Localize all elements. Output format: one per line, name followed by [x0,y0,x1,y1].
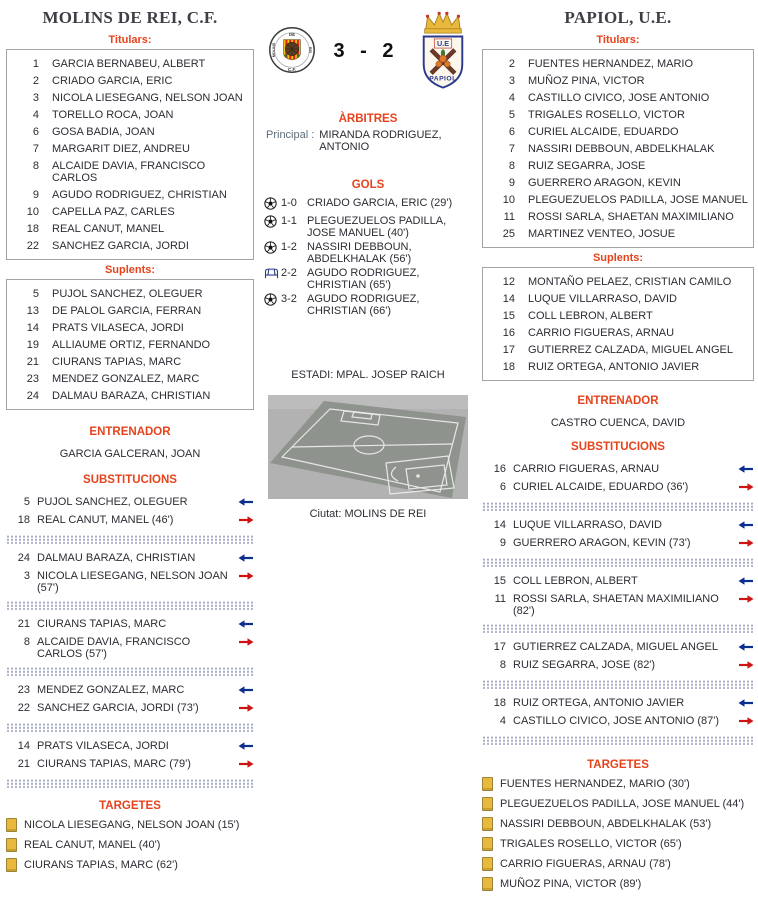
sub-out-arrow-icon [734,659,754,673]
player-number: 1 [32,57,39,70]
card-row [482,877,754,891]
player-name: CASTILLO CIVICO, JOSE ANTONIO [528,91,710,104]
yellow-card-icon [482,857,493,871]
sub-in-row [6,682,254,700]
substitution-pair [6,738,254,788]
player-name: GUERRERO ARAGON, KEVIN [528,176,681,189]
player-number: 16 [493,463,506,475]
player-name: RUIZ ORTEGA, ANTONIO JAVIER [513,697,685,709]
player-name: CURIEL ALCAIDE, EDUARDO [528,125,679,138]
city-name: Ciutat: MOLINS DE REI [309,508,427,520]
player-name: MUÑOZ PINA, VICTOR [528,74,645,87]
sub-in-row [482,517,754,535]
sub-in-arrow-icon [234,496,254,510]
player-name: DE PALOL GARCIA, FERRAN [52,304,202,317]
yellow-card-icon [6,838,17,852]
player-number: 12 [502,275,515,288]
goal-score: 2-2 [281,267,297,279]
player-number: 10 [502,193,515,206]
dotted-separator [482,502,754,511]
card-player: MUÑOZ PINA, VICTOR (89') [500,878,642,890]
player-name: RUIZ SEGARRA, JOSE (82') [513,659,656,671]
substitution-pair [6,682,254,732]
home-substitucions-heading: SUBSTITUCIONS [83,474,177,486]
player-name: LUQUE VILLARRASO, DAVID [513,519,662,531]
sub-in-arrow-icon [734,463,754,477]
referee-name: MIRANDA RODRIGUEZ, ANTONIO [319,129,442,153]
sub-out-row [482,591,754,619]
yellow-card-icon [482,797,493,811]
player-number: 7 [32,142,39,155]
home-coach-name: GARCIA GALCERAN, JOAN [59,448,201,460]
ball-icon [264,293,281,309]
goal-scorer: AGUDO RODRIGUEZ, CHRISTIAN (66') [307,293,420,317]
player-name: DALMAU BARAZA, CHRISTIAN [37,552,196,564]
scoreline [264,6,472,95]
player-number: 10 [26,205,39,218]
player-row [485,307,751,324]
player-number: 19 [26,338,39,351]
goal-row [264,267,472,291]
player-number: 9 [32,188,39,201]
sub-in-row [482,461,754,479]
sub-in-arrow-icon [234,618,254,632]
player-name: CIURANS TAPIAS, MARC [37,618,167,630]
substitution-pair [482,517,754,567]
player-name: CIURANS TAPIAS, MARC (79') [37,758,191,770]
sub-out-row [6,568,254,596]
sub-in-arrow-icon [734,697,754,711]
player-name: GUTIERREZ CALZADA, MIGUEL ANGEL [513,641,718,653]
player-row [9,319,251,336]
sub-out-arrow-icon [734,481,754,495]
svg-text:DE: DE [288,31,296,37]
yellow-card-icon [482,817,493,831]
home-titulars-table [6,49,254,260]
player-number: 17 [493,641,506,653]
player-name: AGUDO RODRIGUEZ, CHRISTIAN [52,188,227,201]
sub-in-row [482,695,754,713]
goal-score: 1-0 [281,197,297,209]
sub-out-row [6,700,254,718]
goal-row [264,215,472,239]
player-name: COLL LEBRON, ALBERT [528,309,653,322]
player-number: 18 [26,222,39,235]
player-name: CAPELLA PAZ, CARLES [52,205,175,218]
player-name: NICOLA LIESEGANG, NELSON JOAN [52,91,243,104]
player-row [485,140,751,157]
player-number: 17 [502,343,515,356]
sub-out-row [6,512,254,530]
stadium-name: ESTADI: MPAL. JOSEP RAICH [291,369,445,381]
away-entrenador-heading: ENTRENADOR [577,395,659,407]
player-number: 3 [32,91,39,104]
goal-scorer: AGUDO RODRIGUEZ, CHRISTIAN (65') [307,267,420,291]
goal-scorer: PLEGUEZUELOS PADILLA, JOSE MANUEL (40') [307,215,447,239]
player-name: CIURANS TAPIAS, MARC [52,355,182,368]
player-row [9,89,251,106]
player-number: 15 [502,309,515,322]
card-row [6,858,254,872]
player-row [9,370,251,387]
home-substitutions-list [6,494,254,788]
dotted-separator [482,736,754,745]
dotted-separator [6,535,254,544]
substitution-pair [482,573,754,633]
sub-out-row [6,756,254,774]
player-number: 23 [17,684,30,696]
sub-in-row [482,639,754,657]
player-name: RUIZ SEGARRA, JOSE [528,159,646,172]
card-player: FUENTES HERNANDEZ, MARIO (30') [500,778,690,790]
substitution-pair [482,639,754,689]
player-name: CARRIO FIGUERAS, ARNAU [528,326,675,339]
player-row [485,157,751,174]
ball-icon [264,197,281,213]
dotted-separator [482,558,754,567]
player-number: 4 [32,108,39,121]
player-number: 6 [32,125,39,138]
goal-row [264,241,472,265]
card-player: CARRIO FIGUERAS, ARNAU (78') [500,858,671,870]
player-number: 11 [494,593,506,605]
dotted-separator [6,601,254,610]
player-name: CURIEL ALCAIDE, EDUARDO (36') [513,481,689,493]
player-number: 13 [26,304,39,317]
sub-in-row [6,550,254,568]
player-name: SANCHEZ GARCIA, JORDI (73') [37,702,199,714]
player-number: 3 [23,570,30,582]
player-name: ALCAIDE DAVIA, FRANCISCO CARLOS (57') [37,636,191,660]
away-titulars-heading: Titulars: [596,34,640,46]
card-row [482,777,754,791]
player-row [9,237,251,254]
player-row [485,191,751,208]
sub-in-arrow-icon [234,740,254,754]
player-row [9,186,251,203]
player-row [9,353,251,370]
ball-icon [264,215,281,231]
player-number: 14 [502,292,515,305]
player-row [9,285,251,302]
home-suplents-heading: Suplents: [104,264,156,276]
sub-in-arrow-icon [734,519,754,533]
sub-in-arrow-icon [734,641,754,655]
card-player: PLEGUEZUELOS PADILLA, JOSE MANUEL (44') [500,798,745,810]
player-number: 9 [508,176,515,189]
player-row [485,290,751,307]
player-row [9,336,251,353]
player-number: 8 [508,159,515,172]
player-name: RUIZ ORTEGA, ANTONIO JAVIER [528,360,700,373]
player-name: MENDEZ GONZALEZ, MARC [52,372,200,385]
player-name: GUERRERO ARAGON, KEVIN (73') [513,537,691,549]
player-number: 2 [508,57,515,70]
home-cards-list [6,818,254,872]
sub-in-arrow-icon [734,575,754,589]
sub-out-arrow-icon [234,758,254,772]
player-row [9,220,251,237]
player-row [9,140,251,157]
away-substitutions-list [482,461,754,745]
player-number: 6 [508,125,515,138]
card-row [482,837,754,851]
player-name: MENDEZ GONZALEZ, MARC [37,684,185,696]
player-name: CARRIO FIGUERAS, ARNAU [513,463,660,475]
sub-out-row [482,479,754,497]
home-team-name: MOLINS DE REI, C.F. [42,8,218,27]
player-row [485,324,751,341]
goal-row [264,293,472,317]
goal-row [264,197,472,213]
svg-text:MOLINS: MOLINS [271,42,276,58]
player-name: TORELLO ROCA, JOAN [52,108,174,121]
player-number: 21 [26,355,39,368]
dotted-separator [6,723,254,732]
player-row [485,341,751,358]
player-name: FUENTES HERNANDEZ, MARIO [528,57,694,70]
player-name: PRATS VILASECA, JORDI [37,740,169,752]
svg-text:REI: REI [308,46,313,54]
yellow-card-icon [482,837,493,851]
player-number: 11 [503,210,515,223]
player-name: CASTILLO CIVICO, JOSE ANTONIO (87') [513,715,720,727]
sub-out-row [482,713,754,731]
player-name: PUJOL SANCHEZ, OLEGUER [52,287,203,300]
gols-heading: GOLS [351,179,385,191]
player-number: 24 [26,389,39,402]
goals-list [264,197,472,339]
dotted-separator [482,624,754,633]
player-number: 5 [508,108,515,121]
card-player: TRIGALES ROSELLO, VICTOR (65') [500,838,682,850]
dotted-separator [6,667,254,676]
player-number: 23 [26,372,39,385]
yellow-card-icon [482,877,493,891]
goal-score: 1-1 [281,215,297,227]
player-number: 14 [17,740,30,752]
ball-icon [264,241,281,257]
player-number: 6 [499,481,506,493]
player-number: 8 [499,659,506,671]
player-name: COLL LEBRON, ALBERT [513,575,638,587]
svg-text:U.E: U.E [436,39,450,49]
player-name: ROSSI SARLA, SHAETAN MAXIMILIANO [528,210,734,223]
player-row [485,106,751,123]
player-number: 9 [499,537,506,549]
goal-frame-icon [264,267,281,282]
player-name: GOSA BADIA, JOAN [52,125,155,138]
player-name: NICOLA LIESEGANG, NELSON JOAN (57') [37,570,228,594]
home-targetes-heading: TARGETES [99,800,161,812]
player-number: 15 [493,575,506,587]
player-row [9,157,251,186]
player-row [485,208,751,225]
sub-out-arrow-icon [734,537,754,551]
papiol-crest-icon [416,8,470,95]
arbitres-heading: ÀRBITRES [338,113,398,125]
player-number: 18 [502,360,515,373]
match-summary-column [264,6,472,520]
player-number: 22 [26,239,39,252]
player-number: 18 [493,697,506,709]
player-row [485,123,751,140]
yellow-card-icon [6,818,17,832]
away-targetes-heading: TARGETES [587,759,649,771]
sub-in-row [482,573,754,591]
referee-line [266,129,472,153]
player-number: 14 [26,321,39,334]
sub-out-row [482,657,754,675]
player-row [485,72,751,89]
sub-out-row [6,634,254,662]
away-coach-name: CASTRO CUENCA, DAVID [550,417,686,429]
substitution-pair [6,616,254,676]
card-row [6,818,254,832]
player-name: REAL CANUT, MANEL (46') [37,514,174,526]
player-number: 8 [32,159,39,172]
substitution-pair [6,550,254,610]
yellow-card-icon [6,858,17,872]
player-name: ROSSI SARLA, SHAETAN MAXIMILIANO (82') [513,593,719,617]
player-name: LUQUE VILLARRASO, DAVID [528,292,677,305]
card-player: NICOLA LIESEGANG, NELSON JOAN (15') [24,819,240,831]
sub-in-arrow-icon [234,684,254,698]
sub-out-arrow-icon [234,570,254,584]
player-name: PLEGUEZUELOS PADILLA, JOSE MANUEL [528,193,748,206]
goal-score: 1-2 [281,241,297,253]
player-name: REAL CANUT, MANEL [52,222,165,235]
sub-out-arrow-icon [234,514,254,528]
player-row [9,302,251,319]
match-score: 3 - 2 [333,40,399,62]
stadium-photo [268,395,468,499]
card-row [482,817,754,831]
away-substitucions-heading: SUBSTITUCIONS [571,441,665,453]
player-row [9,55,251,72]
player-name: PUJOL SANCHEZ, OLEGUER [37,496,188,508]
player-number: 5 [32,287,39,300]
sub-out-arrow-icon [234,702,254,716]
card-row [482,797,754,811]
card-player: REAL CANUT, MANEL (40') [24,839,161,851]
player-row [485,273,751,290]
goal-scorer: NASSIRI DEBBOUN, ABDELKHALAK (56') [307,241,412,265]
player-name: ALLIAUME ORTIZ, FERNANDO [52,338,211,351]
away-suplents-table [482,267,754,381]
player-number: 14 [493,519,506,531]
player-row [9,72,251,89]
dotted-separator [6,779,254,788]
goal-score: 3-2 [281,293,297,305]
home-entrenador-heading: ENTRENADOR [89,426,171,438]
player-number: 4 [499,715,506,727]
away-suplents-heading: Suplents: [592,252,644,264]
away-team-name: PAPIOL, U.E. [564,8,672,27]
substitution-pair [6,494,254,544]
goal-scorer: CRIADO GARCIA, ERIC (29') [307,197,453,209]
player-name: NASSIRI DEBBOUN, ABDELKHALAK [528,142,715,155]
player-number: 24 [17,552,30,564]
player-name: SANCHEZ GARCIA, JORDI [52,239,189,252]
player-number: 2 [32,74,39,87]
player-row [485,225,751,242]
away-team-column [482,6,754,897]
player-name: CRIADO GARCIA, ERIC [52,74,173,87]
player-row [485,55,751,72]
card-row [6,838,254,852]
player-number: 5 [23,496,30,508]
sub-out-arrow-icon [234,636,254,650]
substitution-pair [482,695,754,745]
card-row [482,857,754,871]
player-row [9,106,251,123]
player-number: 25 [502,227,515,240]
player-name: ALCAIDE DAVIA, FRANCISCO CARLOS [52,159,206,184]
sub-in-arrow-icon [234,552,254,566]
referee-role-label: Principal : [266,129,315,141]
player-name: PRATS VILASECA, JORDI [52,321,184,334]
player-name: MARTINEZ VENTEO, JOSUE [528,227,676,240]
card-player: CIURANS TAPIAS, MARC (62') [24,859,178,871]
player-row [485,174,751,191]
away-cards-list [482,777,754,891]
player-row [9,123,251,140]
dotted-separator [482,680,754,689]
card-player: NASSIRI DEBBOUN, ABDELKHALAK (53') [500,818,712,830]
home-suplents-table [6,279,254,410]
sub-out-row [482,535,754,553]
player-name: DALMAU BARAZA, CHRISTIAN [52,389,211,402]
player-number: 16 [502,326,515,339]
player-row [9,387,251,404]
player-number: 22 [17,702,30,714]
player-number: 4 [508,91,515,104]
sub-out-arrow-icon [734,593,754,607]
player-name: MONTAÑO PELAEZ, CRISTIAN CAMILO [528,275,732,288]
player-name: GARCIA BERNABEU, ALBERT [52,57,206,70]
home-team-column [6,6,254,878]
sub-in-row [6,616,254,634]
player-number: 21 [17,618,30,630]
player-number: 8 [23,636,30,648]
player-number: 3 [508,74,515,87]
sub-in-row [6,738,254,756]
substitution-pair [482,461,754,511]
svg-text:C.F.: C.F. [287,66,297,72]
player-number: 18 [17,514,30,526]
home-titulars-heading: Titulars: [108,34,152,46]
yellow-card-icon [482,777,493,791]
player-number: 21 [17,758,30,770]
player-name: MARGARIT DIEZ, ANDREU [52,142,190,155]
sub-in-row [6,494,254,512]
molins-crest-icon [268,26,316,77]
svg-text:PAPIOL: PAPIOL [429,75,457,83]
sub-out-arrow-icon [734,715,754,729]
player-name: TRIGALES ROSELLO, VICTOR [528,108,685,121]
player-row [9,203,251,220]
player-row [485,89,751,106]
player-number: 7 [508,142,515,155]
player-name: GUTIERREZ CALZADA, MIGUEL ANGEL [528,343,733,356]
away-titulars-table [482,49,754,248]
player-row [485,358,751,375]
